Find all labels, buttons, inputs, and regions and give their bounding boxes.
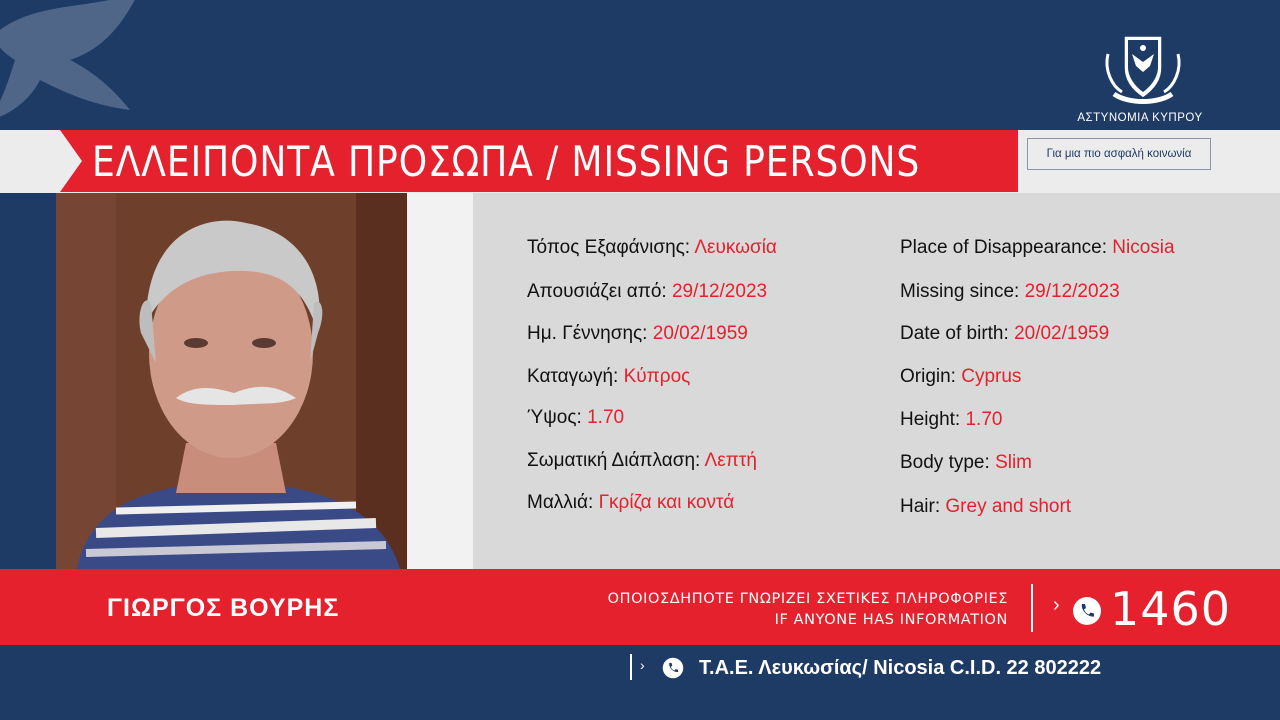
detail-gr-origin: Καταγωγή: Κύπρος — [527, 366, 691, 387]
phone-icon — [1072, 596, 1102, 626]
detail-en-height: Height: 1.70 — [900, 409, 1003, 430]
footer-divider — [630, 654, 632, 680]
slogan-box: Για μια πιο ασφαλή κοινωνία — [1027, 138, 1211, 170]
photo-spacer — [407, 193, 473, 569]
organization-name: ΑΣΤΥΝΟΜΙΑ ΚΥΠΡΟΥ — [1077, 112, 1203, 124]
detail-en-missing-since: Missing since: 29/12/2023 — [900, 281, 1120, 302]
person-photo — [56, 193, 407, 573]
cta-english: IF ANYONE HAS INFORMATION — [774, 612, 1008, 628]
detail-en-hair: Hair: Grey and short — [900, 496, 1072, 517]
hotline-number[interactable]: 1460 — [1110, 582, 1232, 636]
footer-contact: Τ.Α.Ε. Λευκωσίας/ Nicosia C.I.D. 22 802222 — [699, 657, 1102, 679]
detail-gr-hair: Μαλλιά: Γκρίζα και κοντά — [527, 492, 735, 513]
detail-en-body: Body type: Slim — [900, 452, 1033, 473]
person-name: ΓΙΩΡΓΟΣ ΒΟΥΡΗΣ — [107, 594, 340, 622]
detail-gr-missing-since: Απουσιάζει από: 29/12/2023 — [527, 281, 768, 302]
chevron-right-icon: › — [1053, 594, 1060, 616]
police-crest-icon — [1100, 32, 1186, 108]
detail-gr-height: Ύψος: 1.70 — [527, 407, 625, 428]
call-to-action — [590, 589, 1008, 631]
footer-phone-icon — [662, 657, 684, 679]
footer-chevron-right-icon: › — [640, 657, 645, 673]
dove-watermark-icon — [0, 0, 170, 130]
divider — [1031, 584, 1033, 632]
detail-en-origin: Origin: Cyprus — [900, 366, 1022, 387]
page-title: ΕΛΛΕΙΠΟΝΤΑ ΠΡΟΣΩΠΑ / MISSING PERSONS — [92, 137, 921, 186]
detail-gr-body: Σωματική Διάπλαση: Λεπτή — [527, 450, 757, 471]
cta-greek: ΟΠΟΙΟΣΔΗΠΟΤΕ ΓΝΩΡΙΖΕΙ ΣΧΕΤΙΚΕΣ ΠΛΗΡΟΦΟΡΙΕΣ — [607, 591, 1008, 607]
detail-gr-place: Τόπος Εξαφάνισης: Λευκωσία — [527, 237, 777, 258]
detail-gr-birth: Ημ. Γέννησης: 20/02/1959 — [527, 323, 748, 344]
detail-en-place: Place of Disappearance: Nicosia — [900, 237, 1175, 258]
detail-en-birth: Date of birth: 20/02/1959 — [900, 323, 1110, 344]
header-band — [0, 0, 1280, 130]
